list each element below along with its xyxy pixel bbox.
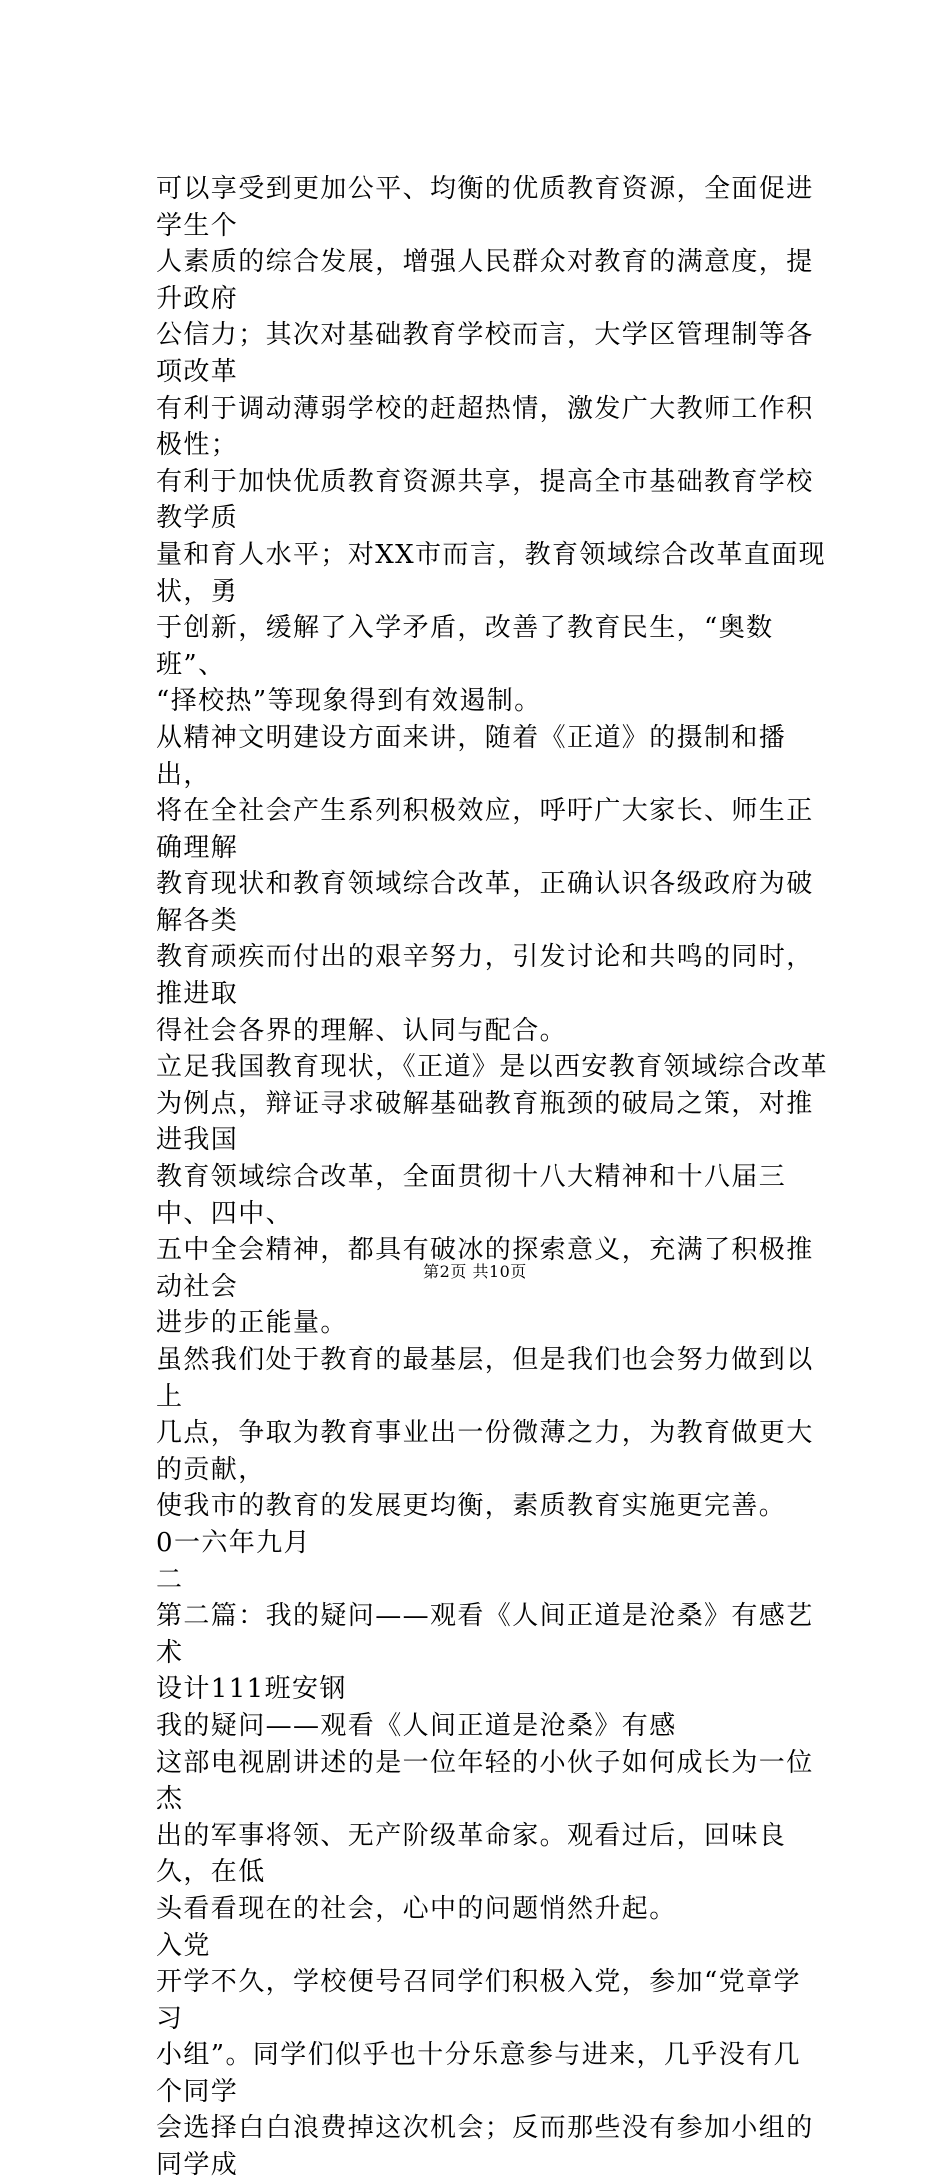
page-footer: [0, 1262, 950, 1282]
paragraph-grassroots: [156, 1342, 828, 1525]
date-line: [156, 1525, 828, 1562]
article-title: [156, 1708, 828, 1745]
paragraph-text: 立足我国教育现状，《正道》是以西安教育领域综合改革 为例点，辩证寻求破解基础教育瓶颈的破局之策，对推进我国 教育领域综合改革，全面贯彻十八大精神和十八届三中、四中、 五中全会精神，都具有破冰的探索意义，充满了积极推动社会 进步的正能量。: [156, 1052, 829, 1339]
section-number: [156, 1562, 828, 1599]
page-number-label: 第2页 共10页: [423, 1262, 527, 1281]
paragraph-text: 虽然我们处于教育的最基层，但是我们也会努力做到以上 几点，争取为教育事业出一份微薄之力，为教育做更大的贡献， 使我市的教育的发展更均衡，素质教育实施更完善。: [156, 1345, 814, 1522]
paragraph-spiritual-civilization: [156, 720, 828, 1049]
section-number-text: 二: [156, 1564, 184, 1595]
subheading-text: 入党: [156, 1930, 211, 1961]
paragraph-join-party: [156, 1964, 828, 2184]
paragraph-continuation: 可以享受到更加公平、均衡的优质教育资源，全面促进学生个 人素质的综合发展，增强人民群众对教育的满意度，提升政府 公信力；其次对基础教育学校而言，大学区管理制等各项改革 有利于调动薄弱学校的赶超热情，激发广大教师工作积极性； 有利于加快优质教育资源共享，提高全市基础教育学校教学质 量和育人水平；对XX市而言，教育领域综合改革直面现状，勇 于创新，缓解了入学矛盾，改善了教育民生，“奥数班”、 “择校热”等现象得到有效遏制。: [156, 174, 827, 717]
section-heading-text: 第二篇：我的疑问——观看《人间正道是沧桑》有感艺术 设计111班安钢: [156, 1601, 814, 1705]
subheading-join-party: [156, 1928, 828, 1965]
paragraph-text: 从精神文明建设方面来讲，随着《正道》的摄制和播出， 将在全社会产生系列积极效应，呼吁广大家长、师生正确理解 教育现状和教育领域综合改革，正确认识各级政府为破解各类 教育顽疾而付出的艰辛努力，引发讨论和共鸣的同时，推进取 得社会各界的理解、认同与配合。: [156, 722, 814, 1046]
paragraph-education-status: [156, 1049, 828, 1342]
document-body: [156, 171, 828, 2184]
paragraph-text: 这部电视剧讲述的是一位年轻的小伙子如何成长为一位杰 出的军事将领、无产阶级革命家。观看过后，回味良久，在低 头看看现在的社会，心中的问题悄然升起。: [156, 1747, 814, 1924]
date-text: 0一六年九月: [156, 1527, 311, 1558]
paragraph-tv-series: [156, 1745, 828, 1928]
section-heading: [156, 1598, 828, 1708]
article-title-text: 我的疑问——观看《人间正道是沧桑》有感: [156, 1710, 677, 1741]
paragraph-text: 开学不久，学校便号召同学们积极入党，参加“党章学习 小组”。同学们似乎也十分乐意参与进来，几乎没有几个同学 会选择白白浪费掉这次机会；反而那些没有参加小组的同学成: [156, 1967, 814, 2181]
